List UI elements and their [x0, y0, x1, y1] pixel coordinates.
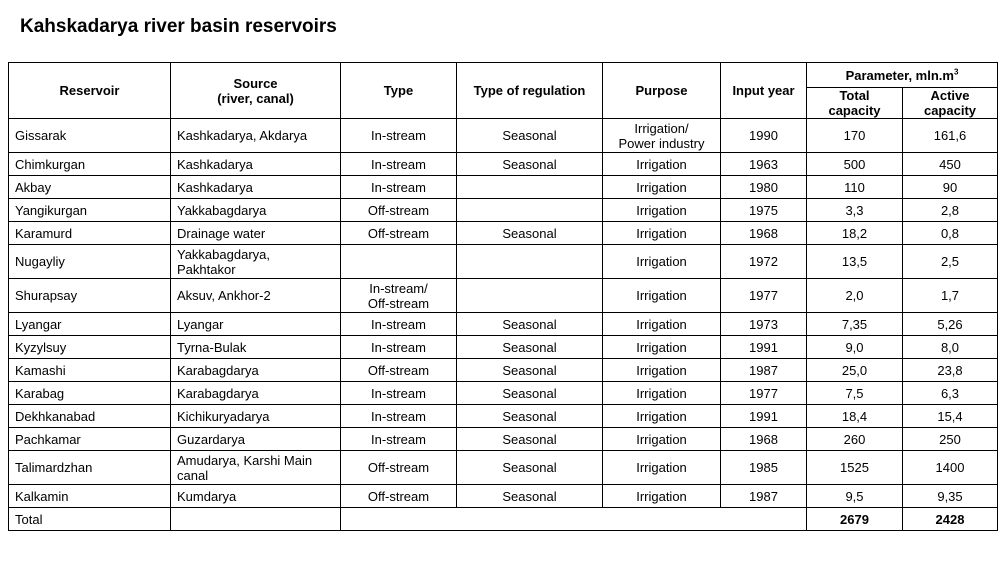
cell-reservoir: Lyangar — [9, 313, 171, 336]
cell-input-year: 1975 — [721, 199, 807, 222]
cell-type-line: Off-stream — [367, 460, 430, 475]
cell-reservoir: Kalkamin — [9, 485, 171, 508]
cell-reservoir: Chimkurgan — [9, 153, 171, 176]
cell-type — [341, 222, 457, 245]
cell-reservoir: Pachkamar — [9, 428, 171, 451]
cell-source — [171, 405, 341, 428]
cell-source-line: canal — [177, 467, 209, 483]
cell-reservoir: Nugayliy — [9, 245, 171, 279]
cell-type-line: In-stream — [371, 339, 426, 355]
cell-active-capacity: 8,0 — [903, 336, 998, 359]
cell-regulation: Seasonal — [457, 336, 603, 359]
cell-active-capacity: 450 — [903, 153, 998, 176]
cell-active-capacity: 23,8 — [903, 359, 998, 382]
cell-active-capacity: 15,4 — [903, 405, 998, 428]
cell-active-capacity: 250 — [903, 428, 998, 451]
cell-active-capacity: 9,35 — [903, 485, 998, 508]
cell-type — [341, 119, 457, 153]
cell-type-line: In-stream — [371, 179, 426, 195]
cell-source-line: Karabagdarya — [177, 362, 259, 378]
cell-total-capacity: 9,0 — [807, 336, 903, 359]
cell-active-capacity: 2,8 — [903, 199, 998, 222]
header-row — [9, 63, 998, 88]
cell-type — [341, 382, 457, 405]
cell-type-line: In-stream — [371, 128, 426, 143]
cell-type-line: In-stream — [371, 156, 426, 172]
cell-type — [341, 245, 457, 279]
table-row — [9, 153, 998, 176]
cell-total-capacity: 9,5 — [807, 485, 903, 508]
cell-source-line: Kashkadarya — [177, 156, 253, 172]
cell-purpose — [603, 176, 721, 199]
reservoirs-table — [8, 62, 998, 531]
cell-source — [171, 336, 341, 359]
cell-purpose-line: Power industry — [618, 135, 705, 151]
col-header-reservoir: Reservoir — [9, 63, 171, 119]
cell-type-line: In-stream — [371, 408, 426, 424]
cell-purpose — [603, 485, 721, 508]
cell-source — [171, 119, 341, 153]
table-row — [9, 485, 998, 508]
col-header-parameter-sup: 3 — [953, 67, 959, 77]
table-row — [9, 428, 998, 451]
table-row — [9, 245, 998, 279]
table-row — [9, 119, 998, 153]
cell-type — [341, 176, 457, 199]
cell-purpose-line: Irrigation — [636, 225, 687, 241]
cell-active-capacity: 1,7 — [903, 279, 998, 313]
table-row — [9, 382, 998, 405]
cell-total-capacity: 260 — [807, 428, 903, 451]
cell-reservoir: Karamurd — [9, 222, 171, 245]
cell-input-year: 1980 — [721, 176, 807, 199]
cell-source-line: Kashkadarya — [177, 179, 253, 195]
cell-reservoir: Gissarak — [9, 119, 171, 153]
cell-purpose — [603, 451, 721, 485]
cell-purpose-line: Irrigation — [636, 316, 687, 332]
cell-purpose-line: Irrigation — [636, 202, 687, 218]
cell-type — [341, 153, 457, 176]
cell-purpose — [603, 153, 721, 176]
table-body — [9, 119, 998, 508]
col-header-input-year: Input year — [721, 63, 807, 119]
cell-regulation: Seasonal — [457, 382, 603, 405]
cell-purpose-line: Irrigation — [636, 156, 687, 172]
cell-input-year: 1973 — [721, 313, 807, 336]
cell-total-capacity: 25,0 — [807, 359, 903, 382]
col-header-active-capacity — [903, 88, 998, 119]
cell-purpose — [603, 382, 721, 405]
cell-source-line: Yakkabagdarya — [177, 202, 267, 218]
cell-input-year: 1990 — [721, 119, 807, 153]
cell-active-capacity: 0,8 — [903, 222, 998, 245]
cell-type — [341, 279, 457, 313]
cell-source-line: Pakhtakor — [177, 261, 236, 277]
cell-source-line: Kumdarya — [177, 488, 237, 504]
cell-input-year: 1977 — [721, 382, 807, 405]
cell-purpose — [603, 119, 721, 153]
cell-reservoir: Akbay — [9, 176, 171, 199]
cell-reservoir: Yangikurgan — [9, 199, 171, 222]
cell-total-capacity: 500 — [807, 153, 903, 176]
cell-regulation: Seasonal — [457, 405, 603, 428]
cell-input-year: 1985 — [721, 451, 807, 485]
cell-type — [341, 359, 457, 382]
cell-source — [171, 222, 341, 245]
cell-purpose-line: Irrigation — [636, 460, 687, 475]
cell-regulation: Seasonal — [457, 313, 603, 336]
cell-purpose — [603, 313, 721, 336]
cell-type-line: Off-stream — [367, 202, 430, 218]
cell-total-capacity: 18,4 — [807, 405, 903, 428]
cell-regulation — [457, 245, 603, 279]
active-capacity-sum: 2428 — [903, 508, 998, 531]
cell-total-capacity: 170 — [807, 119, 903, 153]
col-header-regulation: Type of regulation — [457, 63, 603, 119]
cell-source-line: Lyangar — [177, 316, 224, 332]
col-header-type: Type — [341, 63, 457, 119]
cell-regulation: Seasonal — [457, 222, 603, 245]
cell-source — [171, 359, 341, 382]
cell-type — [341, 313, 457, 336]
cell-active-capacity: 161,6 — [903, 119, 998, 153]
cell-regulation — [457, 279, 603, 313]
total-empty-span — [341, 508, 807, 531]
table-row — [9, 279, 998, 313]
col-header-parameter-text: Parameter, mln.m — [845, 67, 954, 83]
cell-purpose — [603, 359, 721, 382]
cell-purpose-line: Irrigation — [636, 408, 687, 424]
cell-purpose — [603, 279, 721, 313]
cell-purpose — [603, 405, 721, 428]
cell-source-line: Drainage water — [177, 225, 266, 241]
total-capacity-sum: 2679 — [807, 508, 903, 531]
cell-source-line: Kichikuryadarya — [177, 408, 270, 424]
cell-purpose-line: Irrigation/ — [634, 120, 689, 136]
cell-reservoir: Shurapsay — [9, 279, 171, 313]
col-header-total-line1: Total — [839, 88, 870, 103]
cell-total-capacity: 110 — [807, 176, 903, 199]
cell-active-capacity: 2,5 — [903, 245, 998, 279]
cell-reservoir: Dekhkanabad — [9, 405, 171, 428]
cell-input-year: 1968 — [721, 222, 807, 245]
cell-type — [341, 428, 457, 451]
cell-type — [341, 485, 457, 508]
cell-total-capacity: 13,5 — [807, 245, 903, 279]
table-row — [9, 176, 998, 199]
cell-source — [171, 485, 341, 508]
total-empty-cell — [171, 508, 341, 531]
cell-input-year: 1987 — [721, 485, 807, 508]
cell-source-line: Kashkadarya, Akdarya — [177, 128, 308, 143]
cell-source — [171, 382, 341, 405]
cell-purpose-line: Irrigation — [636, 385, 687, 401]
col-header-source — [171, 63, 341, 119]
cell-source — [171, 199, 341, 222]
cell-regulation: Seasonal — [457, 153, 603, 176]
cell-type-line: In-stream — [371, 431, 426, 447]
cell-purpose-line: Irrigation — [636, 488, 687, 504]
cell-purpose-line: Irrigation — [636, 362, 687, 378]
cell-source — [171, 176, 341, 199]
cell-type-line: In-stream — [371, 385, 426, 401]
cell-purpose — [603, 428, 721, 451]
cell-input-year: 1987 — [721, 359, 807, 382]
col-header-parameter — [807, 63, 998, 88]
col-header-active-line2: capacity — [923, 103, 977, 118]
cell-regulation: Seasonal — [457, 428, 603, 451]
cell-total-capacity: 2,0 — [807, 279, 903, 313]
cell-reservoir: Talimardzhan — [9, 451, 171, 485]
cell-type-line: Off-stream — [367, 362, 430, 378]
cell-active-capacity: 6,3 — [903, 382, 998, 405]
cell-reservoir: Karabag — [9, 382, 171, 405]
cell-source — [171, 279, 341, 313]
cell-purpose — [603, 245, 721, 279]
cell-input-year: 1963 — [721, 153, 807, 176]
cell-source — [171, 245, 341, 279]
col-header-source-line2: (river, canal) — [217, 90, 294, 106]
cell-regulation: Seasonal — [457, 485, 603, 508]
cell-purpose-line: Irrigation — [636, 179, 687, 195]
cell-purpose — [603, 199, 721, 222]
cell-source-line: Guzardarya — [177, 431, 245, 447]
cell-purpose — [603, 222, 721, 245]
col-header-source-line1: Source — [233, 75, 278, 91]
cell-type-line: In-stream/ — [369, 280, 428, 296]
total-row — [9, 508, 998, 531]
cell-input-year: 1977 — [721, 279, 807, 313]
col-header-active-line1: Active — [930, 88, 970, 103]
table-row — [9, 359, 998, 382]
cell-total-capacity: 7,5 — [807, 382, 903, 405]
cell-type — [341, 336, 457, 359]
cell-total-capacity: 1525 — [807, 451, 903, 485]
cell-purpose-line: Irrigation — [636, 431, 687, 447]
cell-total-capacity: 3,3 — [807, 199, 903, 222]
cell-type — [341, 199, 457, 222]
cell-type — [341, 405, 457, 428]
total-label: Total — [9, 508, 171, 531]
cell-reservoir: Kamashi — [9, 359, 171, 382]
cell-purpose-line: Irrigation — [636, 254, 687, 269]
cell-reservoir: Kyzylsuy — [9, 336, 171, 359]
col-header-purpose: Purpose — [603, 63, 721, 119]
table-row — [9, 313, 998, 336]
cell-source-line: Karabagdarya — [177, 385, 259, 401]
cell-type-line: Off-stream — [367, 488, 430, 504]
cell-type-line: In-stream — [371, 316, 426, 332]
cell-input-year: 1991 — [721, 405, 807, 428]
cell-regulation — [457, 176, 603, 199]
cell-regulation: Seasonal — [457, 451, 603, 485]
cell-regulation: Seasonal — [457, 359, 603, 382]
cell-active-capacity: 5,26 — [903, 313, 998, 336]
cell-regulation — [457, 199, 603, 222]
table-row — [9, 451, 998, 485]
cell-purpose-line: Irrigation — [636, 339, 687, 355]
cell-source — [171, 153, 341, 176]
cell-total-capacity: 18,2 — [807, 222, 903, 245]
col-header-total-line2: capacity — [828, 103, 881, 118]
cell-purpose — [603, 336, 721, 359]
cell-source-line: Yakkabagdarya, — [177, 246, 270, 262]
col-header-total-capacity — [807, 88, 903, 119]
cell-source — [171, 451, 341, 485]
cell-source-line: Tyrna-Bulak — [177, 339, 247, 355]
cell-source — [171, 428, 341, 451]
cell-source-line: Aksuv, Ankhor-2 — [177, 288, 271, 303]
cell-input-year: 1972 — [721, 245, 807, 279]
table-row — [9, 222, 998, 245]
cell-regulation: Seasonal — [457, 119, 603, 153]
page-title: Kahskadarya river basin reservoirs — [20, 16, 337, 37]
cell-purpose-line: Irrigation — [636, 288, 687, 303]
cell-total-capacity: 7,35 — [807, 313, 903, 336]
cell-source — [171, 313, 341, 336]
cell-active-capacity: 90 — [903, 176, 998, 199]
cell-input-year: 1991 — [721, 336, 807, 359]
cell-source-line: Amudarya, Karshi Main — [177, 452, 313, 468]
cell-type — [341, 451, 457, 485]
table-row — [9, 405, 998, 428]
cell-input-year: 1968 — [721, 428, 807, 451]
table-row — [9, 336, 998, 359]
cell-active-capacity: 1400 — [903, 451, 998, 485]
cell-type-line: Off-stream — [367, 225, 430, 241]
cell-type-line: Off-stream — [367, 295, 430, 311]
table-row — [9, 199, 998, 222]
